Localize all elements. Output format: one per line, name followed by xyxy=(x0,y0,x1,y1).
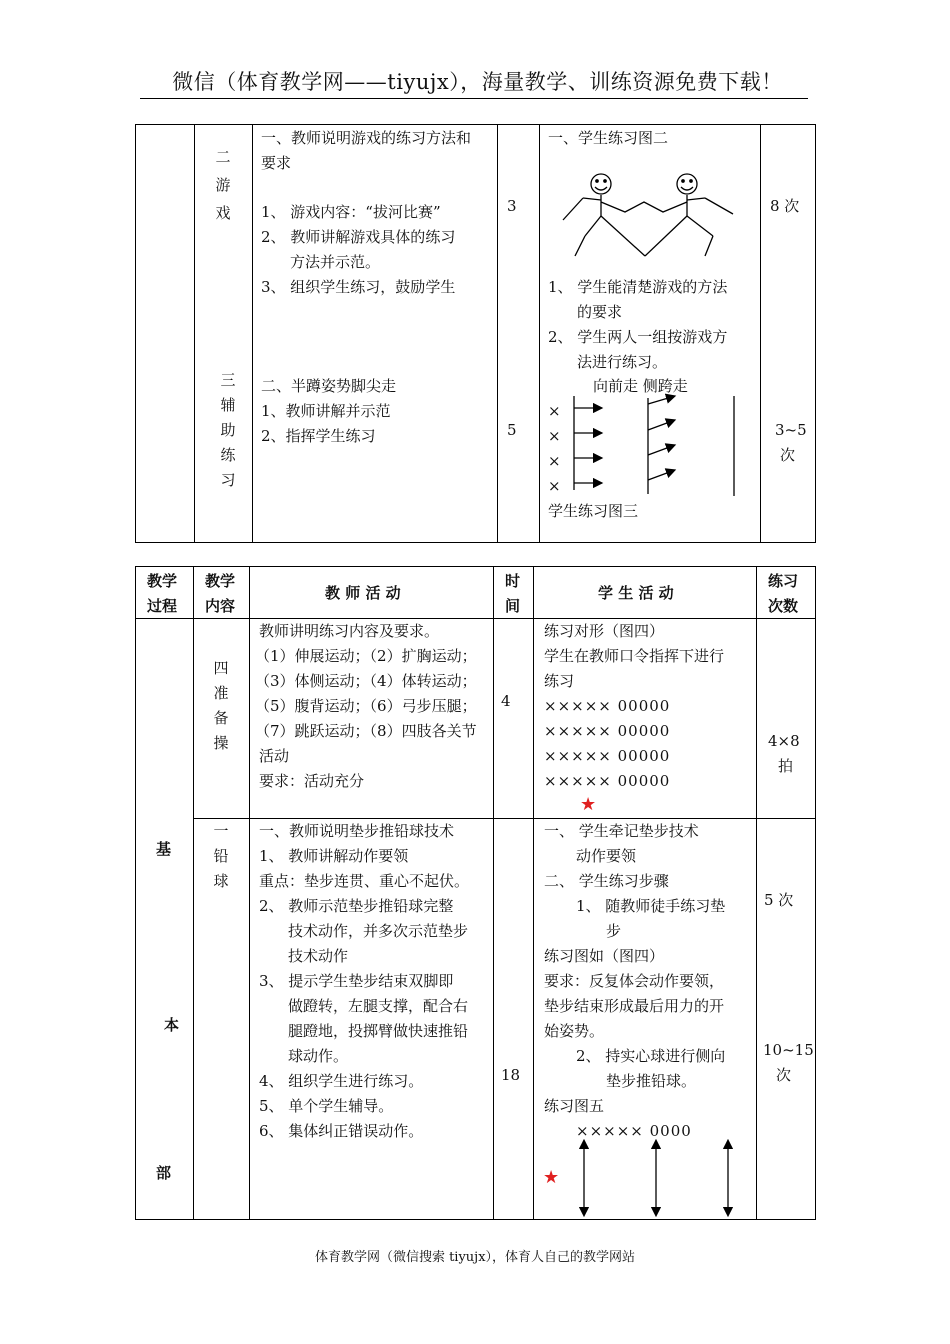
teacher-aux-line: 二、半蹲姿势脚尖走 xyxy=(261,377,397,395)
formation-row: ××××× 00000 xyxy=(544,722,671,740)
header-content: 教学 xyxy=(205,572,236,590)
student-shot-line: 动作要领 xyxy=(576,847,637,865)
student-warmup-line: 练习 xyxy=(544,672,575,690)
formation-row: ××××× 00000 xyxy=(544,747,671,765)
student-aux-caption: 向前走 侧跨走 xyxy=(593,377,688,395)
header-time: 时 xyxy=(505,572,521,590)
teacher-warmup-line: 要求：活动充分 xyxy=(259,772,365,790)
process-label-basic: 部 xyxy=(156,1164,172,1182)
student-warmup-line: 练习对形（图四） xyxy=(544,622,665,640)
process-label-basic: 本 xyxy=(164,1016,180,1034)
header-count: 练习 xyxy=(768,572,799,590)
page-header: 微信（体育教学网——tiyujx），海量教学、训练资源免费下载！ xyxy=(172,70,783,94)
teacher-warmup-line: （7）跳跃运动；（8）四肢各关节 xyxy=(255,722,477,740)
section-label-warmup: 四准备操 xyxy=(213,659,229,752)
student-shot-line: 要求：反复体会动作要领， xyxy=(544,972,725,990)
student-shot-line: 一、 学生牵记垫步技术 xyxy=(544,822,699,840)
header-teacher: 教 师 活 动 xyxy=(325,584,401,602)
student-shot-line: 垫步推铅球。 xyxy=(606,1072,697,1090)
teacher-game-line: 方法并示范。 xyxy=(290,253,381,271)
teacher-shot-line: 1、 教师讲解动作要领 xyxy=(259,847,409,865)
student-game-line: 1、 学生能清楚游戏的方法 xyxy=(548,278,728,296)
teacher-position-star: ★ xyxy=(580,794,597,815)
section-label-aux: 三辅助练习 xyxy=(220,371,236,489)
col-divider xyxy=(252,124,253,543)
student-warmup-line: 学生在教师口令指挥下进行 xyxy=(544,647,725,665)
col-divider xyxy=(756,566,757,1220)
formation-row: ××××× 00000 xyxy=(544,772,671,790)
col-divider xyxy=(493,566,494,1220)
section-label-shot: 一铅球 xyxy=(213,822,229,890)
movement-arrows-figure xyxy=(560,390,750,500)
teacher-warmup-line: （3）体侧运动；（4）体转运动； xyxy=(255,672,477,690)
teacher-shot-line: 腿蹬地，投掷臂做快速推铅 xyxy=(288,1022,469,1040)
count-aux: 3~5 xyxy=(775,421,807,439)
process-label-basic: 基 xyxy=(156,840,172,858)
cross-mark: × xyxy=(548,427,561,445)
shot-put-lanes-figure xyxy=(570,1138,740,1218)
count-aux: 次 xyxy=(780,446,796,464)
formation-five-row: ××××× 0000 xyxy=(576,1122,692,1140)
student-game-line: 的要求 xyxy=(577,303,623,321)
teacher-game-line: 要求 xyxy=(261,154,292,172)
section-label-game: 二游戏 xyxy=(215,148,231,222)
teacher-game-line: 2、 教师讲解游戏具体的练习 xyxy=(261,228,456,246)
student-shot-line: 2、 持实心球进行侧向 xyxy=(576,1047,726,1065)
header-underline xyxy=(140,98,808,99)
teacher-warmup-line: （1）伸展运动；（2）扩胸运动； xyxy=(255,647,477,665)
student-shot-line: 步 xyxy=(606,922,622,940)
student-shot-line: 垫步结束形成最后用力的开 xyxy=(544,997,725,1015)
tug-of-war-figure xyxy=(555,168,745,268)
col-divider xyxy=(249,566,250,1220)
student-aux-footer: 学生练习图三 xyxy=(548,502,639,520)
col-divider xyxy=(497,124,498,543)
teacher-warmup-line: （5）腹背运动；（6）弓步压腿； xyxy=(255,697,477,715)
student-shot-line: 练习图如（图四） xyxy=(544,947,665,965)
time-shot: 18 xyxy=(501,1066,521,1084)
count-shot: 次 xyxy=(776,1066,792,1084)
teacher-game-line: 3、 组织学生练习，鼓励学生 xyxy=(261,278,456,296)
time-warmup: 4 xyxy=(501,692,511,710)
teacher-shot-line: 技术动作，并多次示范垫步 xyxy=(288,922,469,940)
student-game-line: 2、 学生两人一组按游戏方 xyxy=(548,328,728,346)
teacher-shot-line: 球动作。 xyxy=(288,1047,349,1065)
teacher-position-star: ★ xyxy=(543,1167,560,1188)
header-count: 次数 xyxy=(768,597,799,615)
col-divider xyxy=(193,566,194,1220)
teacher-game-line: 1、 游戏内容：“拔河比赛” xyxy=(261,203,441,221)
student-game-line: 法进行练习。 xyxy=(577,353,668,371)
cross-mark: × xyxy=(548,477,561,495)
student-shot-line: 二、 学生练习步骤 xyxy=(544,872,669,890)
header-student: 学 生 活 动 xyxy=(598,584,674,602)
col-divider xyxy=(760,124,761,543)
teacher-shot-line: 5、 单个学生辅导。 xyxy=(259,1097,394,1115)
count-shot: 5 次 xyxy=(764,891,794,909)
formation-row: ××××× 00000 xyxy=(544,697,671,715)
count-shot: 10~15 xyxy=(763,1041,814,1059)
page-footer: 体育教学网（微信搜索 tiyujx），体育人自己的教学网站 xyxy=(314,1250,636,1265)
col-divider xyxy=(194,124,195,543)
teacher-shot-line: 6、 集体纠正错误动作。 xyxy=(259,1122,424,1140)
student-game-title: 一、学生练习图二 xyxy=(548,129,669,147)
teacher-shot-line: 重点：垫步连贯、重心不起伏。 xyxy=(259,872,470,890)
header-process: 教学 xyxy=(147,572,178,590)
teacher-aux-line: 2、指挥学生练习 xyxy=(261,427,376,445)
teacher-shot-line: 技术动作 xyxy=(288,947,349,965)
row-divider xyxy=(135,618,816,619)
cross-mark: × xyxy=(548,452,561,470)
student-shot-line: 始姿势。 xyxy=(544,1022,605,1040)
teacher-game-line: 一、教师说明游戏的练习方法和 xyxy=(261,129,472,147)
teacher-shot-line: 3、 提示学生垫步结束双脚即 xyxy=(259,972,454,990)
count-game: 8 次 xyxy=(770,197,800,215)
cross-mark: × xyxy=(548,402,561,420)
teacher-shot-line: 一、教师说明垫步推铅球技术 xyxy=(259,822,455,840)
teacher-shot-line: 做蹬转，左腿支撑，配合右 xyxy=(288,997,469,1015)
col-divider xyxy=(539,124,540,543)
time-game: 3 xyxy=(507,197,517,215)
student-shot-line: 练习图五 xyxy=(544,1097,605,1115)
count-warmup: 拍 xyxy=(778,757,794,775)
header-content: 内容 xyxy=(205,597,236,615)
teacher-shot-line: 2、 教师示范垫步推铅球完整 xyxy=(259,897,454,915)
time-aux: 5 xyxy=(507,421,517,439)
teacher-warmup-line: 活动 xyxy=(259,747,290,765)
teacher-warmup-line: 教师讲明练习内容及要求。 xyxy=(259,622,440,640)
teacher-aux-line: 1、教师讲解并示范 xyxy=(261,402,391,420)
teacher-shot-line: 4、 组织学生进行练习。 xyxy=(259,1072,424,1090)
student-shot-line: 1、 随教师徒手练习垫 xyxy=(576,897,726,915)
col-divider xyxy=(533,566,534,1220)
header-process: 过程 xyxy=(147,597,178,615)
header-time: 间 xyxy=(505,597,521,615)
count-warmup: 4×8 xyxy=(768,732,800,750)
